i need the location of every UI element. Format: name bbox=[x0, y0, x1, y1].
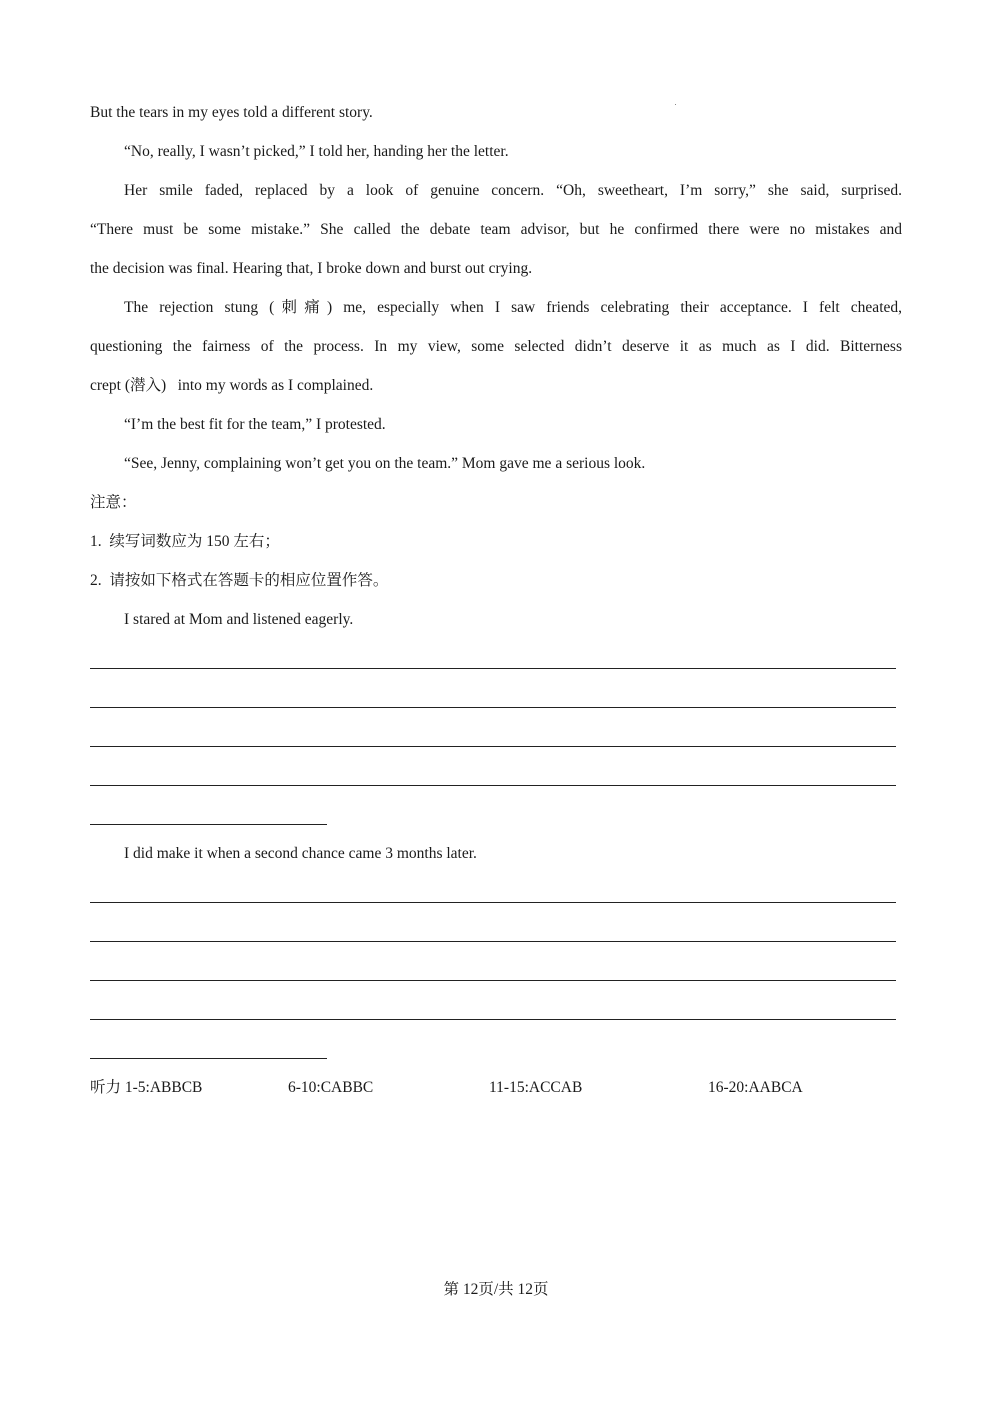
answer-key: 听力 1-5:ABBCB bbox=[90, 1079, 203, 1096]
answer-line bbox=[90, 824, 327, 825]
answer-line bbox=[90, 1019, 896, 1020]
notes-heading: 注意： bbox=[90, 494, 137, 511]
passage-line: questioning the fairness of the process. In my view, some selected didn’t deserve it as much as I did. Bitterness bbox=[90, 338, 902, 355]
answer-key: 16-20:AABCA bbox=[708, 1079, 803, 1096]
passage-line: the decision was final. Hearing that, I broke down and burst out crying. bbox=[90, 260, 533, 277]
page-footer: 第 12页/共 12页 bbox=[443, 1281, 549, 1298]
note-item: 1. 续写词数应为 150 左右； bbox=[90, 533, 280, 550]
passage-line: “There must be some mistake.” She called the debate team advisor, but he confirmed there were no mistakes and bbox=[90, 221, 902, 238]
passage-line: “See, Jenny, complaining won’t get you on the team.” Mom gave me a serious look. bbox=[124, 455, 646, 472]
answer-line bbox=[90, 746, 896, 747]
answer-line bbox=[90, 902, 896, 903]
answer-line bbox=[90, 980, 896, 981]
writing-prompt: I did make it when a second chance came 3 months later. bbox=[124, 845, 477, 862]
answer-line bbox=[90, 707, 896, 708]
passage-line: But the tears in my eyes told a different story. bbox=[90, 104, 373, 121]
passage-line: The rejection stung (刺痛) me, especially when I saw friends celebrating their acceptance. I felt cheated, bbox=[124, 299, 902, 316]
passage-line: “No, really, I wasn’t picked,” I told her, handing her the letter. bbox=[124, 143, 509, 160]
answer-line bbox=[90, 785, 896, 786]
answer-line bbox=[90, 668, 896, 669]
note-item: 2. 请按如下格式在答题卡的相应位置作答。 bbox=[90, 572, 389, 589]
passage-line: crept (潜入) into my words as I complained. bbox=[90, 377, 374, 394]
writing-prompt: I stared at Mom and listened eagerly. bbox=[124, 611, 354, 628]
passage-line: “I’m the best fit for the team,” I protested. bbox=[124, 416, 386, 433]
answer-key: 11-15:ACCAB bbox=[489, 1079, 583, 1096]
speck bbox=[675, 104, 676, 105]
answer-line bbox=[90, 941, 896, 942]
answer-line bbox=[90, 1058, 327, 1059]
answer-key: 6-10:CABBC bbox=[288, 1079, 374, 1096]
passage-line: Her smile faded, replaced by a look of genuine concern. “Oh, sweetheart, I’m sorry,” she said, surprised. bbox=[124, 182, 902, 199]
